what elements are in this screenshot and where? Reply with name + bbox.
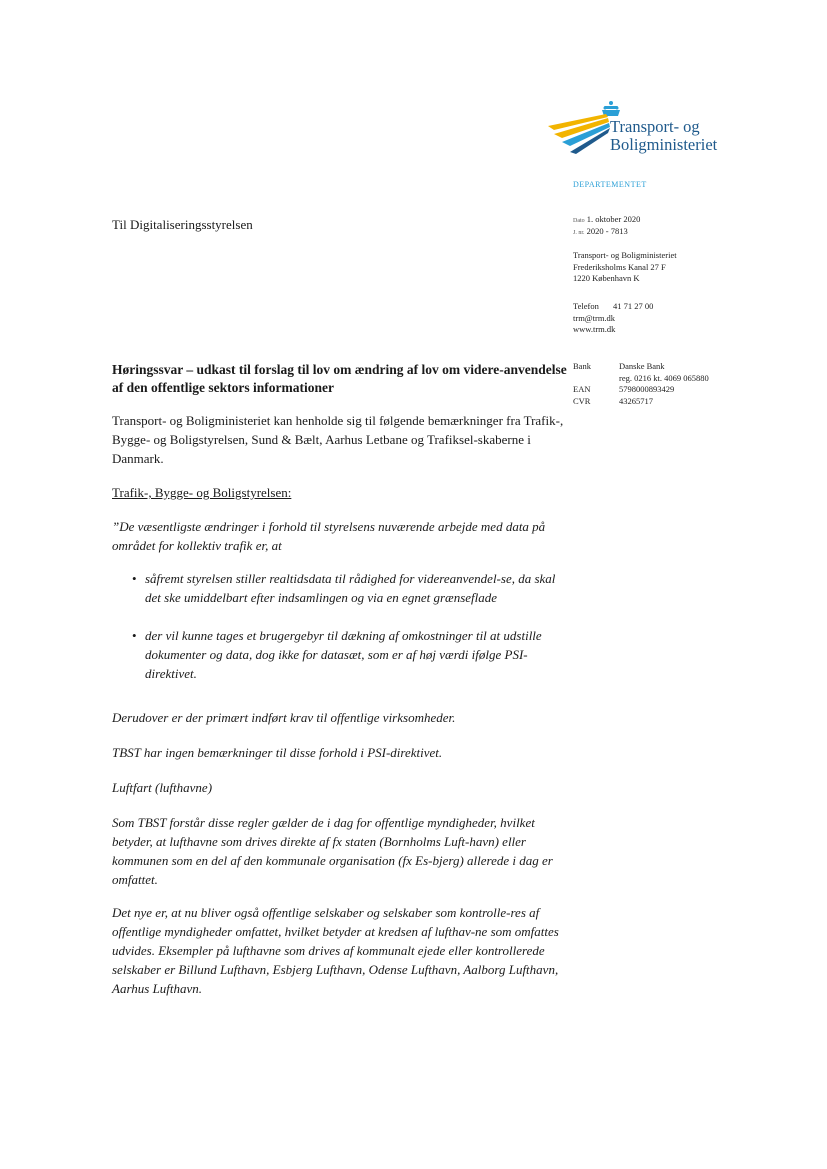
phone-value: 41 71 27 00 bbox=[613, 301, 654, 311]
paragraph-derudover: Derudover er der primært indført krav til offentlige virksomheder. bbox=[112, 710, 456, 725]
bullet-item-2: • der vil kunne tages et brugergebyr til dækning af omkostninger til at udstille dokumenter og data, dog ikke for datasæt, som er af høj værdi ifølge PSI-direktivet. bbox=[112, 626, 570, 683]
date-value: 1. oktober 2020 bbox=[586, 214, 641, 224]
contact-block bbox=[573, 301, 653, 336]
bullet-list bbox=[112, 569, 570, 683]
journal-value: 2020 - 7813 bbox=[586, 226, 628, 236]
journal-label: J. nr. bbox=[573, 230, 585, 236]
paragraph-tbst: TBST har ingen bemærkninger til disse forhold i PSI-direktivet. bbox=[112, 745, 443, 760]
bullet-item-1: • såfremt styrelsen stiller realtidsdata til rådighed for videreanvendel-se, da skal det ske umiddelbart efter indsamlingen og via en egnet grænseflade bbox=[112, 569, 570, 607]
ean-label: EAN bbox=[573, 384, 591, 394]
logo-line-1: Transport- og bbox=[610, 117, 700, 136]
intro-paragraph: Transport- og Boligministeriet kan henholde sig til følgende bemærkninger fra Trafik-, Bygge- og Boligstyrelsen, Sund & Bælt, Aarhus Letbane og Trafiksel-skaberne i Danmark. bbox=[112, 413, 564, 466]
address-block bbox=[573, 250, 677, 285]
ean-value: 5798000893429 bbox=[619, 384, 675, 394]
phone-label: Telefon bbox=[573, 301, 599, 311]
address-org: Transport- og Boligministeriet bbox=[573, 250, 677, 260]
bank-name: Danske Bank bbox=[619, 361, 665, 371]
section-title-tbst: Trafik-, Bygge- og Boligstyrelsen: bbox=[112, 485, 292, 500]
department-label: DEPARTEMENTET bbox=[573, 180, 647, 189]
ministry-logo bbox=[548, 100, 748, 160]
email[interactable]: trm@trm.dk bbox=[573, 312, 616, 323]
website[interactable]: www.trm.dk bbox=[573, 324, 616, 334]
bank-block bbox=[573, 361, 709, 407]
address-city: 1220 København K bbox=[573, 273, 640, 283]
quote-intro: ”De væsentligste ændringer i forhold til styrelsens nuværende arbejde med data på området for kollektiv trafik er, at bbox=[112, 519, 546, 553]
cvr-value: 43265717 bbox=[619, 395, 653, 406]
phone-row bbox=[573, 301, 653, 313]
document-heading: Høringssvar – udkast til forslag til lov om ændring af lov om videre-anvendelse af den offentlige sektors informationer bbox=[112, 362, 567, 395]
bank-reg: reg. 0216 kt. 4069 065880 bbox=[619, 372, 709, 383]
cvr-label: CVR bbox=[573, 395, 591, 406]
paragraph-luftfart-2: Det nye er, at nu bliver også offentlige selskaber og selskaber som kontrolle-res af offentlige myndigheder omfattet, hvilket betyder at kredsen af lufthav-ne som omfattes udvides. Eksempler på lufthavne som drives af kommunalt ejede eller kontrollerede selskaber er Billund Lufthavn, Esbjerg Lufthavn, Odense Lufthavn, Aalborg Lufthavn, Aarhus Lufthavn. bbox=[112, 905, 559, 996]
bank-label: Bank bbox=[573, 361, 591, 371]
journal-row bbox=[573, 226, 628, 240]
recipient: Til Digitaliseringsstyrelsen bbox=[112, 217, 253, 232]
address-street: Frederiksholms Kanal 27 F bbox=[573, 261, 666, 272]
section-title-luftfart: Luftfart (lufthavne) bbox=[112, 780, 213, 795]
paragraph-luftfart-1: Som TBST forstår disse regler gælder de i dag for offentlige myndigheder, hvilket betyder, at lufthavne som drives direkte af fx staten (Bornholms Luft-havn) eller kommunen som en del af den kommunale organisation (fx Es-bjerg) allerede i dag er omfattet. bbox=[112, 815, 553, 887]
logo-line-2: Boligministeriet bbox=[610, 135, 718, 154]
date-label: Dato bbox=[573, 218, 585, 224]
